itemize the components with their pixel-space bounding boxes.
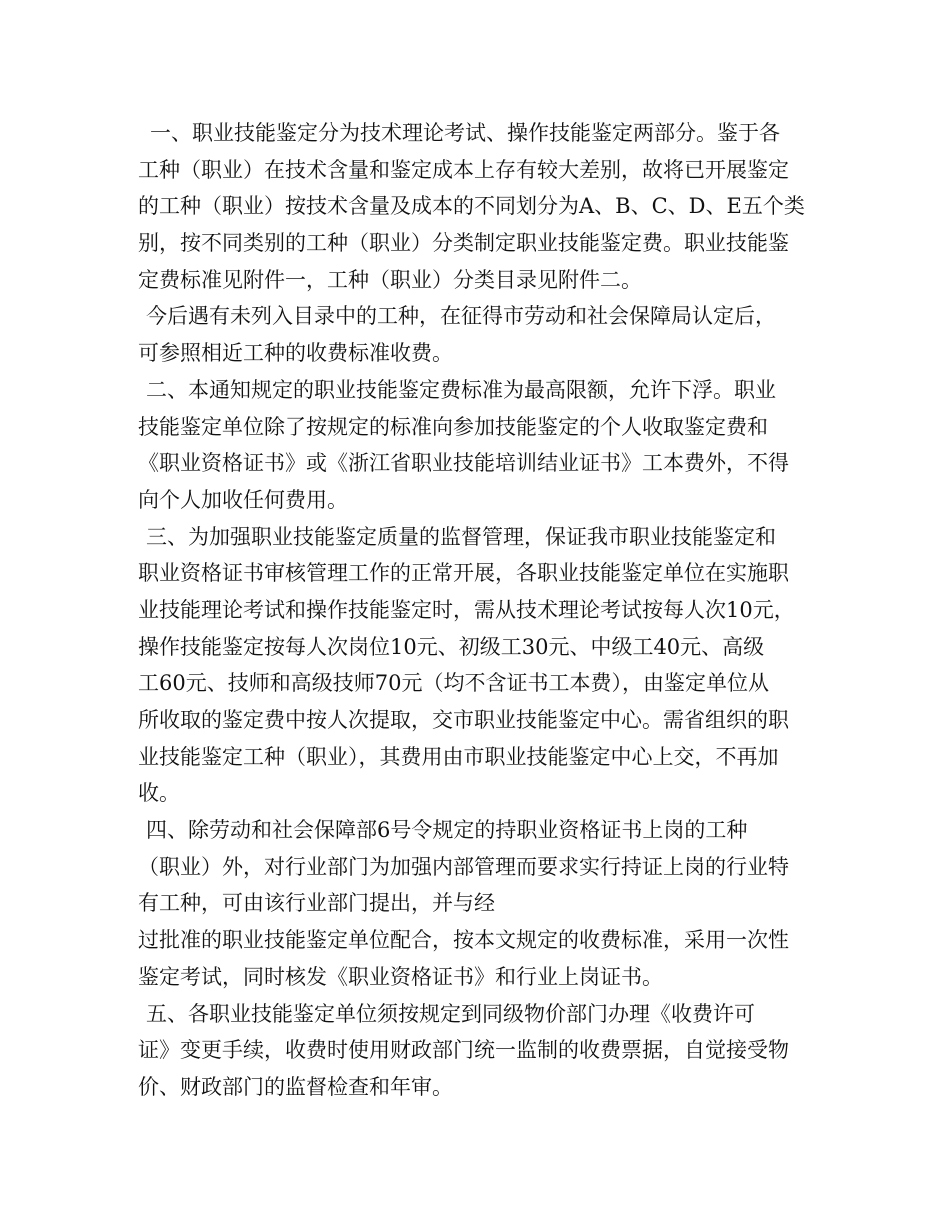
paragraph-5-line-3: 有工种，可由该行业部门提出，并与经 — [138, 891, 495, 916]
paragraph-1-line-3: 的工种（职业）按技术含量及成本的不同划分为A、B、C、D、E五个类 — [138, 194, 805, 219]
paragraph-4-line-5: 工60元、技师和高级技师70元（均不含证书工本费），由鉴定单位从 — [138, 671, 769, 696]
paragraph-4-line-6: 所收取的鉴定费中按人次提取，交市职业技能鉴定中心。需省组织的职 — [138, 708, 789, 732]
paragraph-3-line-3: 《职业资格证书》或《浙江省职业技能培训结业证书》工本费外，不得 — [138, 451, 789, 476]
paragraph-5-line-1: 四、除劳动和社会保障部6号令规定的持职业资格证书上岗的工种 — [146, 818, 748, 843]
paragraph-1-line-4: 别，按不同类别的工种（职业）分类制定职业技能鉴定费。职业技能鉴 — [138, 231, 789, 256]
paragraph-3-line-4: 向个人加收任何费用。 — [138, 487, 348, 512]
paragraph-7-line-3: 价、财政部门的监督检查和年审。 — [138, 1074, 453, 1099]
paragraph-2-line-2: 可参照相近工种的收费标准收费。 — [138, 341, 453, 366]
paragraph-4-line-1: 三、为加强职业技能鉴定质量的监督管理，保证我市职业技能鉴定和 — [146, 524, 776, 549]
paragraph-3-line-1: 二、本通知规定的职业技能鉴定费标准为最高限额，允许下浮。职业 — [146, 377, 776, 402]
paragraph-5-line-2: （职业）外，对行业部门为加强内部管理而要求实行持证上岗的行业特 — [138, 854, 789, 879]
paragraph-3-line-2: 技能鉴定单位除了按规定的标准向参加技能鉴定的个人收取鉴定费和 — [138, 414, 768, 439]
paragraph-4-line-8: 收。 — [138, 781, 180, 806]
paragraph-7-line-1: 五、各职业技能鉴定单位须按规定到同级物价部门办理《收费许可 — [146, 1001, 755, 1026]
paragraph-4-line-2: 职业资格证书审核管理工作的正常开展，各职业技能鉴定单位在实施职 — [138, 561, 789, 586]
paragraph-6-line-2: 鉴定考试，同时核发《职业资格证书》和行业上岗证书。 — [138, 964, 663, 989]
paragraph-4-line-3: 业技能理论考试和操作技能鉴定时，需从技术理论考试按每人次10元， — [138, 597, 795, 622]
paragraph-1-line-2: 工种（职业）在技术含量和鉴定成本上存有较大差别，故将已开展鉴定 — [138, 157, 789, 182]
paragraph-1-line-5: 定费标准见附件一，工种（职业）分类目录见附件二。 — [138, 267, 642, 292]
paragraph-6-line-1: 过批准的职业技能鉴定单位配合，按本文规定的收费标准，采用一次性 — [138, 928, 789, 953]
paragraph-2-line-1: 今后遇有未列入目录中的工种，在征得市劳动和社会保障局认定后， — [146, 304, 776, 329]
paragraph-4-line-7: 业技能鉴定工种（职业），其费用由市职业技能鉴定中心上交，不再加 — [138, 744, 779, 769]
paragraph-4-line-4: 操作技能鉴定按每人次岗位10元、初级工30元、中级工40元、高级 — [138, 634, 765, 659]
document-body — [138, 115, 838, 1106]
paragraph-1-line-1: 一、职业技能鉴定分为技术理论考试、操作技能鉴定两部分。鉴于各 — [150, 121, 780, 145]
paragraph-7-line-2: 证》变更手续，收费时使用财政部门统一监制的收费票据，自觉接受物 — [138, 1038, 789, 1063]
